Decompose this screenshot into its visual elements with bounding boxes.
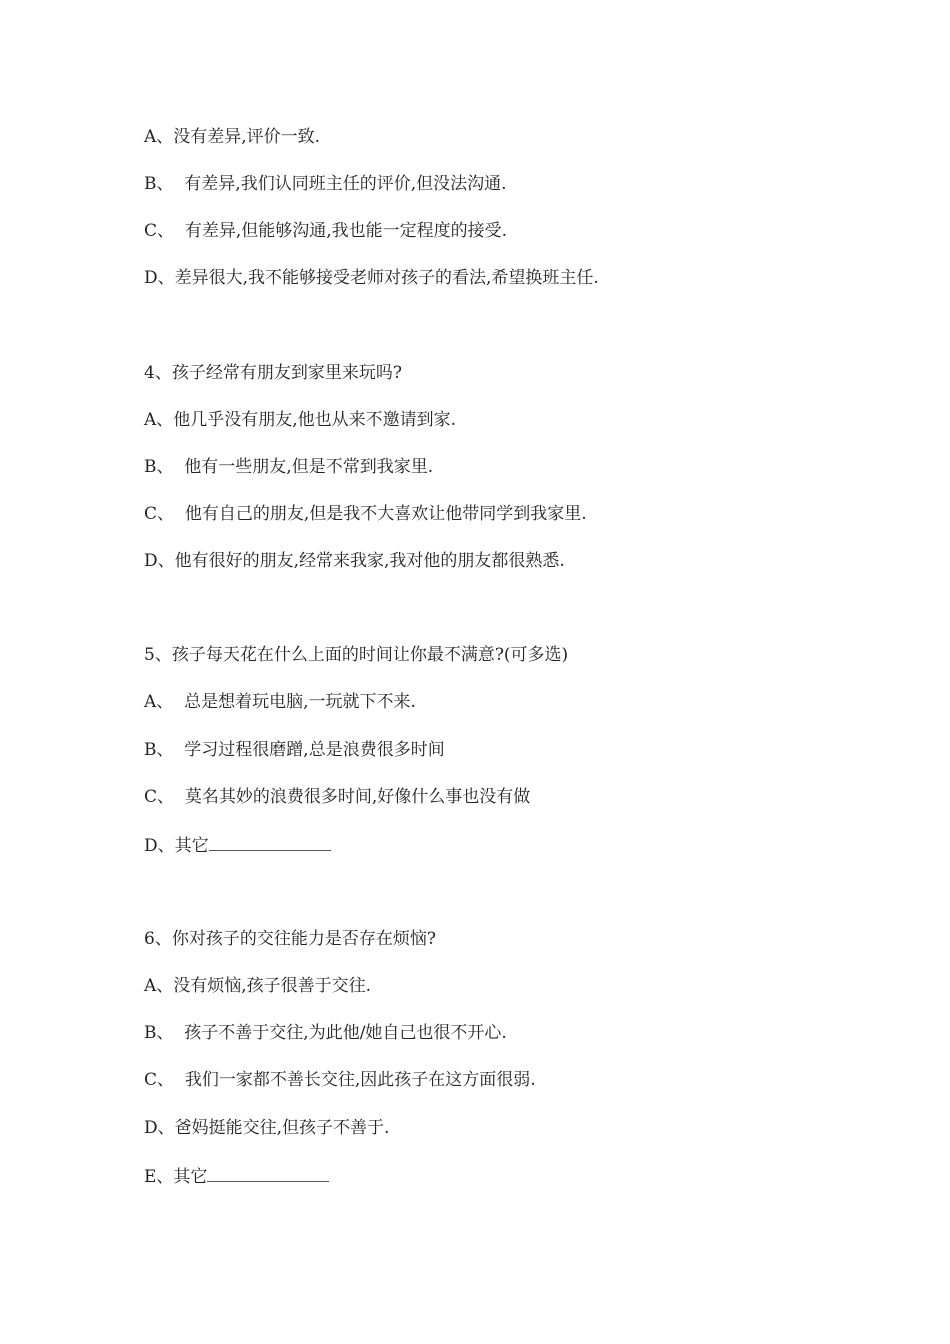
q5-option-c: C、 莫名其妙的浪费很多时间,好像什么事也没有做 <box>144 787 531 807</box>
q4-option-c: C、 他有自己的朋友,但是我不大喜欢让他带同学到我家里. <box>144 504 587 524</box>
q6-option-c: C、 我们一家都不善长交往,因此孩子在这方面很弱. <box>144 1070 536 1090</box>
q3-option-c: C、 有差异,但能够沟通,我也能一定程度的接受. <box>144 221 508 241</box>
q4-question: 4、孩子经常有朋友到家里来玩吗? <box>144 363 402 383</box>
q6-option-d: D、爸妈挺能交往,但孩子不善于. <box>144 1118 390 1138</box>
q4-option-a: A、他几乎没有朋友,他也从来不邀请到家. <box>144 410 457 430</box>
q6-option-e <box>144 1165 329 1187</box>
q6-option-b: B、 孩子不善于交往,为此他/她自己也很不开心. <box>144 1023 507 1043</box>
q6-question: 6、你对孩子的交往能力是否存在烦恼? <box>144 929 436 949</box>
q3-option-d: D、差异很大,我不能够接受老师对孩子的看法,希望换班主任. <box>144 268 599 288</box>
q5-option-d <box>144 834 331 856</box>
q5-option-a: A、 总是想着玩电脑,一玩就下不来. <box>144 692 416 712</box>
q6-option-e-label: E、其它 <box>144 1167 208 1187</box>
q5-question: 5、孩子每天花在什么上面的时间让你最不满意?(可多选) <box>144 645 569 665</box>
q6-option-a: A、没有烦恼,孩子很善于交往. <box>144 976 372 996</box>
q5-option-d-label: D、其它 <box>144 836 209 856</box>
q5-fill-blank[interactable] <box>209 834 331 851</box>
q6-fill-blank[interactable] <box>207 1165 329 1182</box>
q3-option-a: A、没有差异,评价一致. <box>144 127 321 147</box>
q4-option-d: D、他有很好的朋友,经常来我家,我对他的朋友都很熟悉. <box>144 551 565 571</box>
q4-option-b: B、 他有一些朋友,但是不常到我家里. <box>144 457 434 477</box>
q3-option-b: B、 有差异,我们认同班主任的评价,但没法沟通. <box>144 174 507 194</box>
q5-option-b: B、 学习过程很磨蹭,总是浪费很多时间 <box>144 740 445 760</box>
